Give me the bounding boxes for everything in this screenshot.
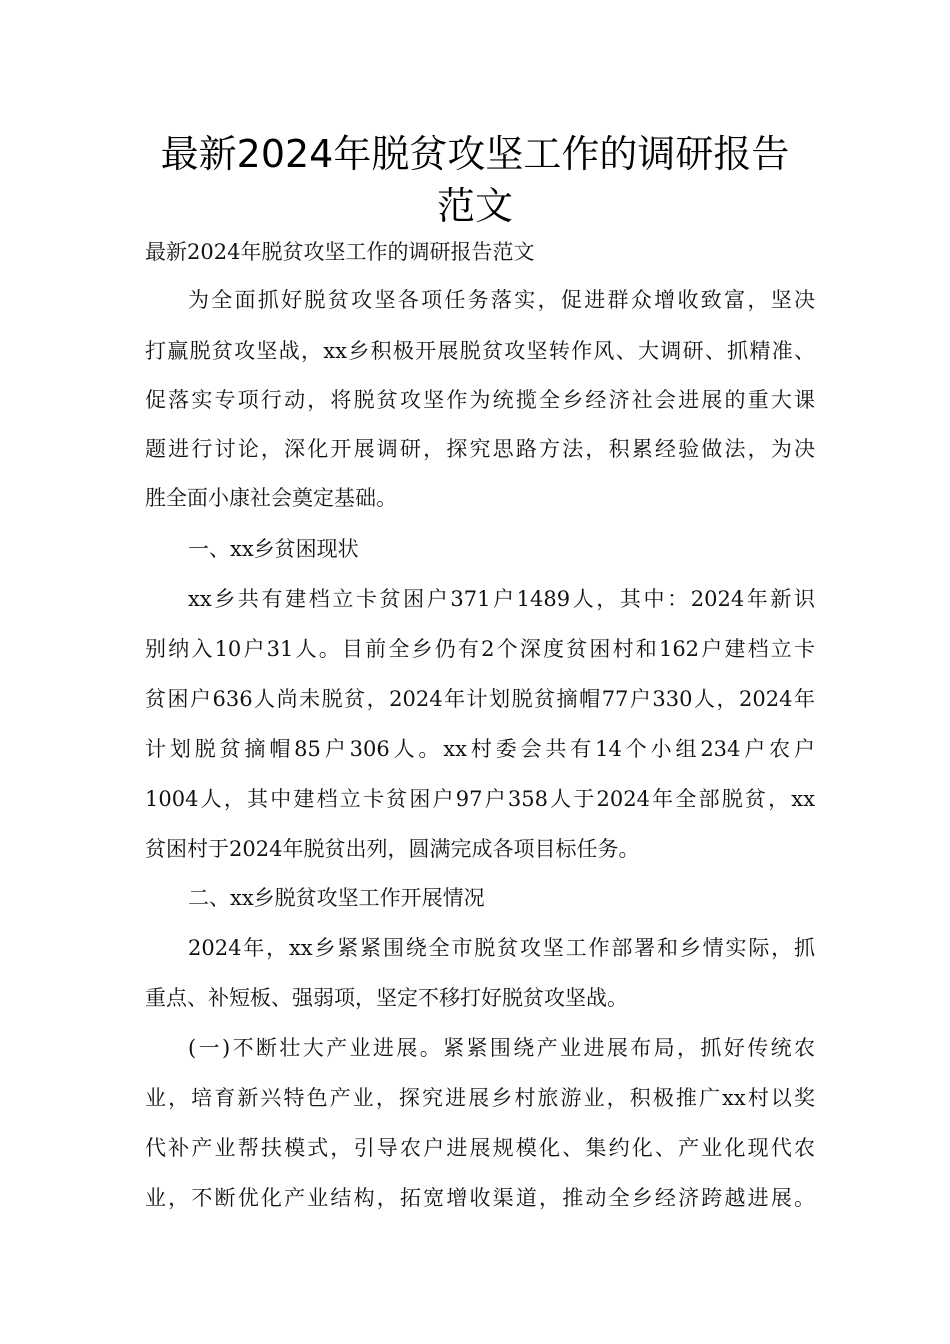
- paragraph-line: 业，培育新兴特色产业，探究进展乡村旅游业，积极推广xx村以奖: [145, 1086, 815, 1110]
- document-title-line-2: 范文: [436, 184, 513, 228]
- paragraph-line: (一)不断壮大产业进展。紧紧围绕产业进展布局，抓好传统农: [188, 1036, 815, 1060]
- paragraph-line: 促落实专项行动，将脱贫攻坚作为统揽全乡经济社会进展的重大课: [145, 388, 815, 412]
- paragraph-line: 2024年，xx乡紧紧围绕全市脱贫攻坚工作部署和乡情实际，抓: [188, 936, 815, 960]
- paragraph-line: 贫困户636人尚未脱贫，2024年计划脱贫摘帽77户330人，2024年: [145, 687, 815, 711]
- paragraph-line: xx乡共有建档立卡贫困户371户1489人，其中：2024年新识: [188, 587, 815, 611]
- section-heading-1: 一、xx乡贫困现状: [188, 537, 359, 561]
- paragraph-line: 代补产业帮扶模式，引导农户进展规模化、集约化、产业化现代农: [145, 1136, 815, 1160]
- paragraph-line: 别纳入10户31人。目前全乡仍有2个深度贫困村和162户建档立卡: [145, 637, 815, 661]
- paragraph-line: 重点、补短板、强弱项，坚定不移打好脱贫攻坚战。: [145, 986, 628, 1010]
- paragraph-line: 1004人，其中建档立卡贫困户97户358人于2024年全部脱贫，xx: [145, 787, 815, 811]
- paragraph-line: 计划脱贫摘帽85户306人。xx村委会共有14个小组234户农户: [145, 737, 815, 761]
- document-subtitle: 最新2024年脱贫攻坚工作的调研报告范文: [145, 240, 535, 264]
- paragraph-line: 打赢脱贫攻坚战，xx乡积极开展脱贫攻坚转作风、大调研、抓精准、: [145, 339, 815, 363]
- paragraph-line: 题进行讨论，深化开展调研，探究思路方法，积累经验做法，为决: [145, 437, 815, 461]
- paragraph-line: 业，不断优化产业结构，拓宽增收渠道，推动全乡经济跨越进展。: [145, 1186, 815, 1210]
- paragraph-line: 为全面抓好脱贫攻坚各项任务落实，促进群众增收致富，坚决: [188, 288, 815, 312]
- paragraph-line: 贫困村于2024年脱贫出列，圆满完成各项目标任务。: [145, 837, 640, 861]
- paragraph-line: 胜全面小康社会奠定基础。: [145, 486, 397, 510]
- section-heading-2: 二、xx乡脱贫攻坚工作开展情况: [188, 886, 485, 910]
- document-title-line-1: 最新2024年脱贫攻坚工作的调研报告: [160, 132, 790, 176]
